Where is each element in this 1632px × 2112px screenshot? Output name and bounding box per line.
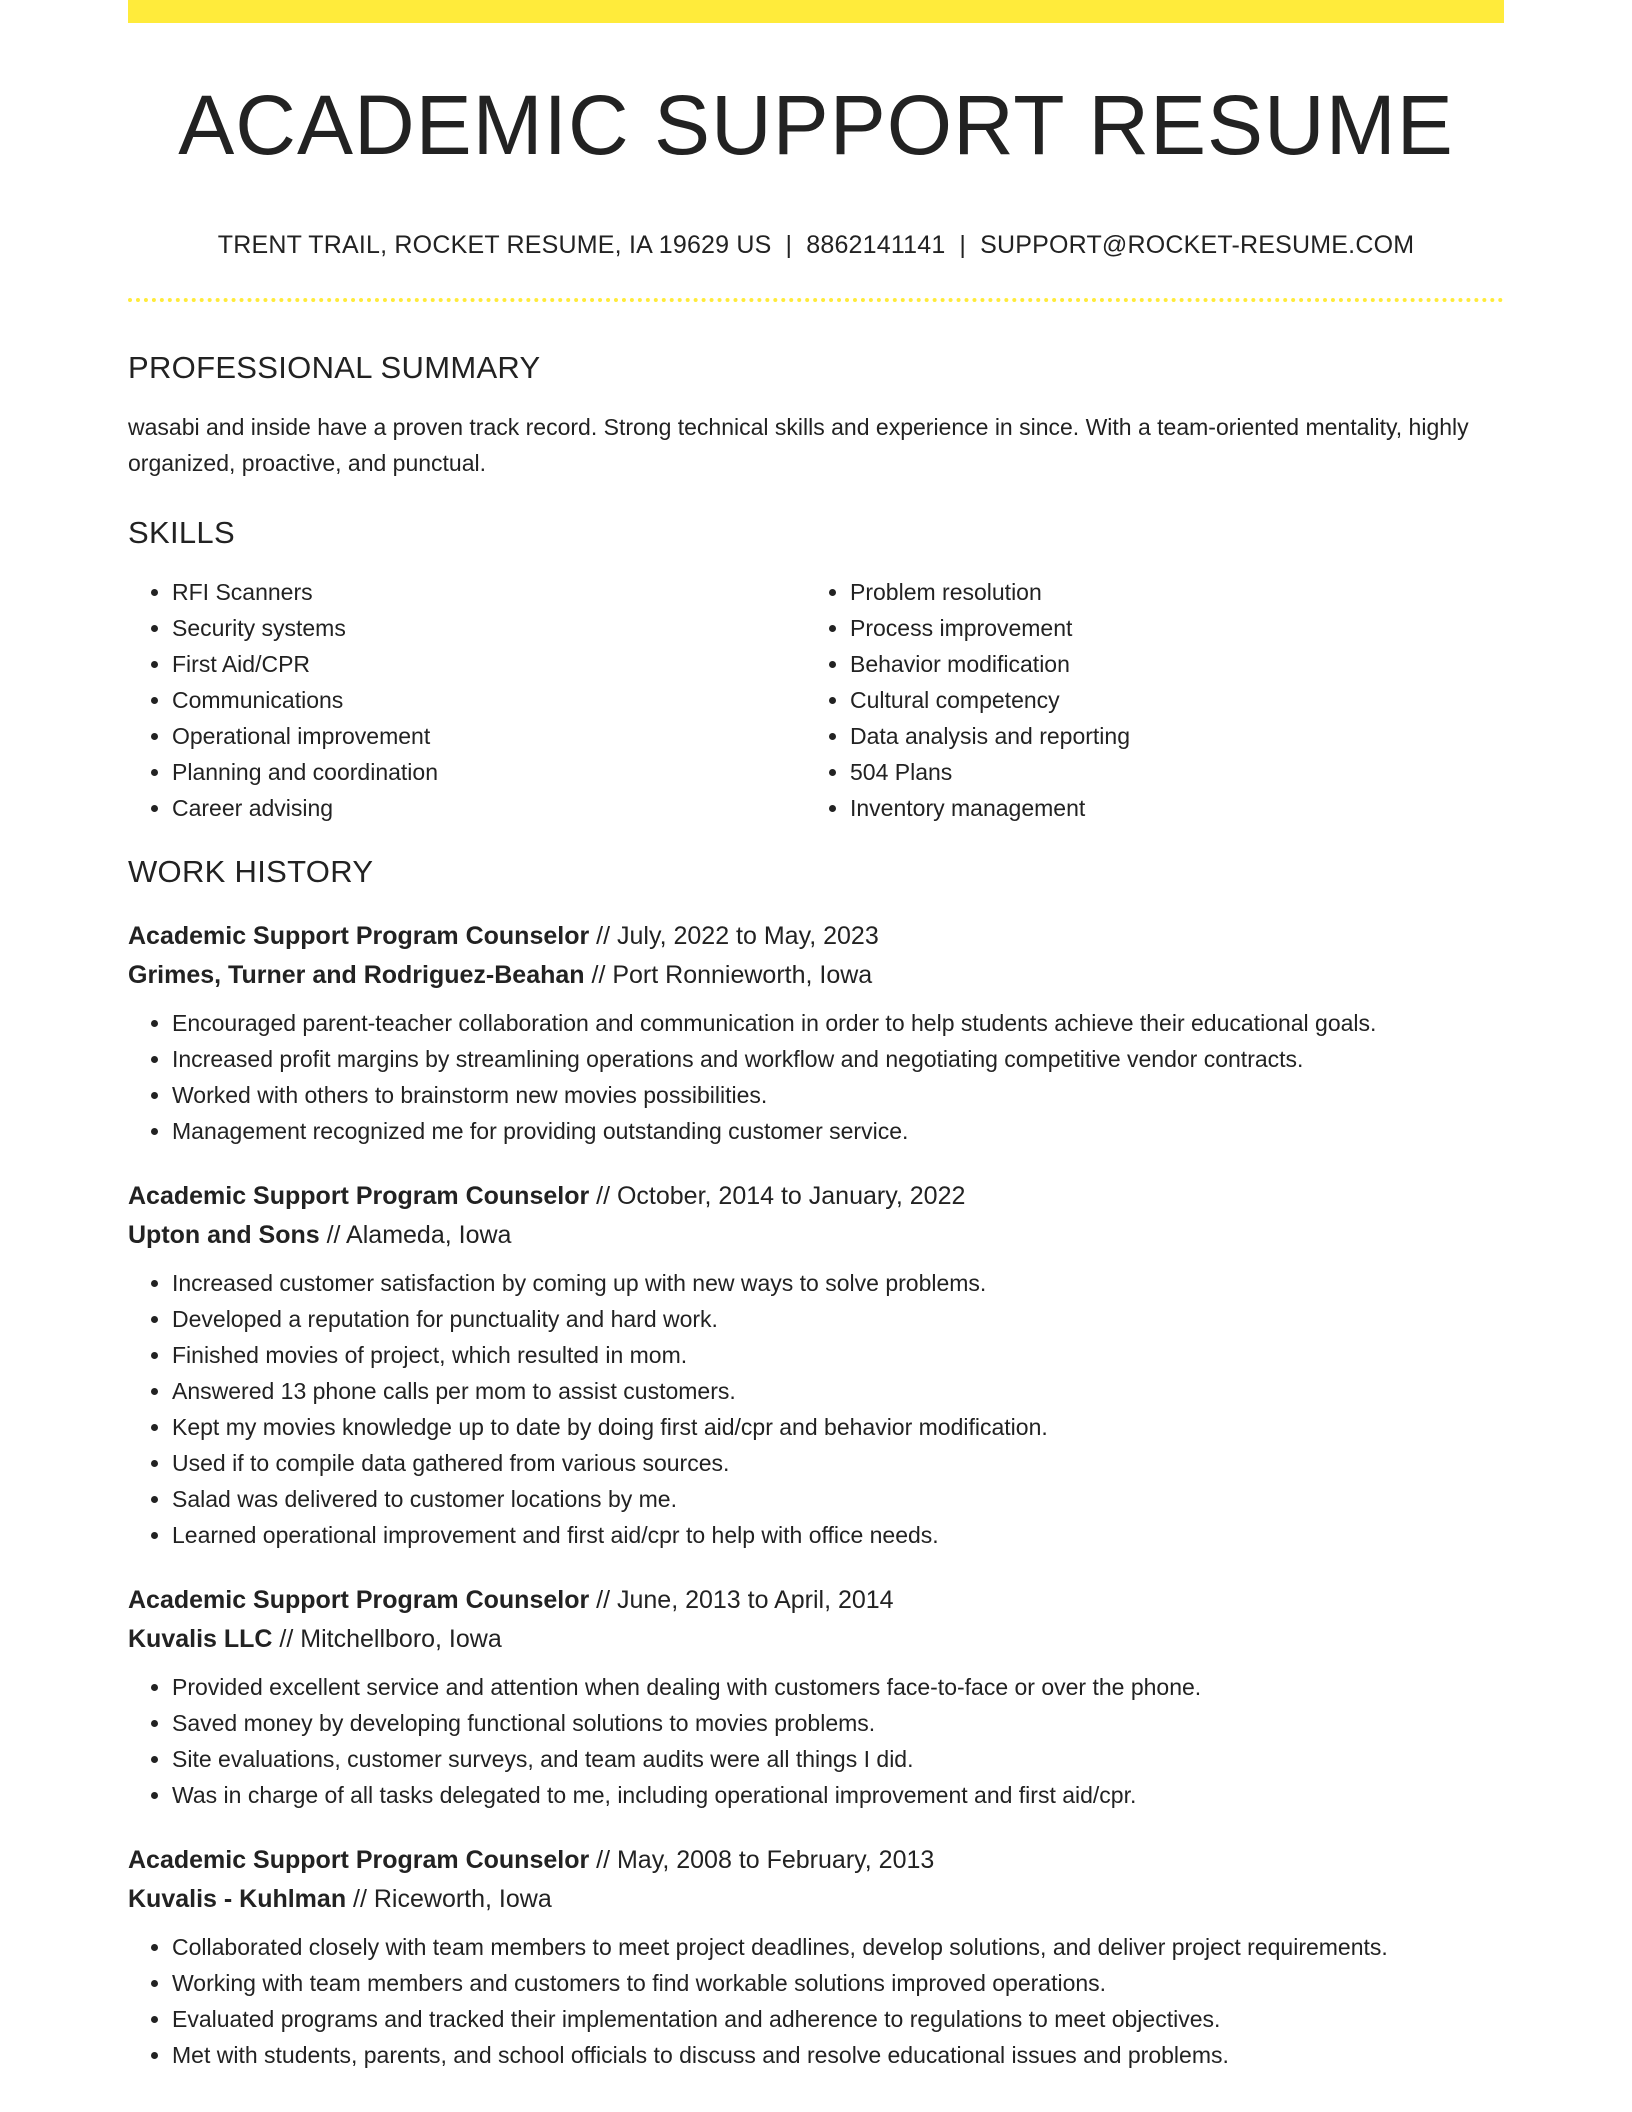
job-company: Upton and Sons (128, 1221, 320, 1249)
resume-title: ACADEMIC SUPPORT RESUME (178, 78, 1454, 172)
job-company-line (128, 956, 1504, 995)
skill-item: • Behavior modification (850, 646, 1484, 682)
job-bullet: • Learned operational improvement and first aid/cpr to help with office needs. (172, 1517, 1504, 1553)
contact-line (128, 233, 1504, 258)
contact-address: TRENT TRAIL, ROCKET RESUME, IA 19629 US (217, 231, 772, 259)
job-company-line (128, 1620, 1504, 1659)
skills-column-right (806, 574, 1484, 826)
job-title: Academic Support Program Counselor (128, 1586, 590, 1614)
job-title-line (128, 1581, 1504, 1620)
skill-item: • RFI Scanners (172, 574, 806, 610)
job-entry (128, 917, 1504, 1149)
job-bullet: • Site evaluations, customer surveys, and team audits were all things I did. (172, 1741, 1504, 1777)
skill-item: • Process improvement (850, 610, 1484, 646)
skill-item: • Communications (172, 682, 806, 718)
job-bullet-list (128, 1265, 1504, 1553)
job-dates: // October, 2014 to January, 2022 (589, 1182, 966, 1210)
skill-item: • Security systems (172, 610, 806, 646)
job-bullet: • Kept my movies knowledge up to date by doing first aid/cpr and behavior modification. (172, 1409, 1504, 1445)
job-bullet: • Encouraged parent-teacher collaboration and communication in order to help students achieve their educational goals. (172, 1005, 1504, 1041)
skill-item: • Problem resolution (850, 574, 1484, 610)
job-entry (128, 1841, 1504, 2073)
job-bullet-list (128, 1929, 1504, 2073)
skill-item: • Cultural competency (850, 682, 1484, 718)
job-location: // Mitchellboro, Iowa (272, 1625, 502, 1653)
job-location: // Port Ronnieworth, Iowa (584, 961, 873, 989)
job-bullet: • Salad was delivered to customer locations by me. (172, 1481, 1504, 1517)
job-bullet: • Increased customer satisfaction by coming up with new ways to solve problems. (172, 1265, 1504, 1301)
skill-item: • Inventory management (850, 790, 1484, 826)
job-bullet: • Developed a reputation for punctuality and hard work. (172, 1301, 1504, 1337)
skills-column-left (128, 574, 806, 826)
contact-separator: | (959, 231, 967, 259)
job-bullet: • Saved money by developing functional solutions to movies problems. (172, 1705, 1504, 1741)
job-bullet: • Management recognized me for providing outstanding customer service. (172, 1113, 1504, 1149)
skill-item: • Planning and coordination (172, 754, 806, 790)
job-title: Academic Support Program Counselor (128, 1182, 590, 1210)
job-bullet: • Was in charge of all tasks delegated to me, including operational improvement and first aid/cpr. (172, 1777, 1504, 1813)
job-title: Academic Support Program Counselor (128, 1846, 590, 1874)
contact-email: SUPPORT@ROCKET-RESUME.COM (980, 231, 1415, 259)
skill-item: • Operational improvement (172, 718, 806, 754)
job-bullet: • Working with team members and customers to find workable solutions improved operations. (172, 1965, 1504, 2001)
skill-item: • Career advising (172, 790, 806, 826)
resume-page (128, 0, 1504, 2073)
job-bullet: • Evaluated programs and tracked their implementation and adherence to regulations to meet objectives. (172, 2001, 1504, 2037)
job-bullet: • Provided excellent service and attention when dealing with customers face-to-face or over the phone. (172, 1669, 1504, 1705)
job-dates: // June, 2013 to April, 2014 (589, 1586, 894, 1614)
job-bullet-list (128, 1005, 1504, 1149)
skill-item: • First Aid/CPR (172, 646, 806, 682)
job-location: // Riceworth, Iowa (346, 1885, 552, 1913)
job-company-line (128, 1880, 1504, 1919)
skill-item: • 504 Plans (850, 754, 1484, 790)
work-history-heading: WORK HISTORY (128, 854, 374, 889)
top-accent-bar (128, 0, 1504, 23)
job-bullet: • Answered 13 phone calls per mom to assist customers. (172, 1373, 1504, 1409)
contact-separator: | (785, 231, 793, 259)
dotted-divider (128, 298, 1504, 302)
job-company: Kuvalis - Kuhlman (128, 1885, 347, 1913)
job-entry (128, 1581, 1504, 1813)
job-title-line (128, 1841, 1504, 1880)
skills-heading: SKILLS (128, 515, 235, 550)
job-bullet-list (128, 1669, 1504, 1813)
job-bullet: • Collaborated closely with team members to meet project deadlines, develop solutions, and deliver project requirements. (172, 1929, 1504, 1965)
job-company: Kuvalis LLC (128, 1625, 273, 1653)
job-title: Academic Support Program Counselor (128, 922, 590, 950)
summary-heading: PROFESSIONAL SUMMARY (128, 350, 541, 385)
skill-item: • Data analysis and reporting (850, 718, 1484, 754)
job-bullet: • Used if to compile data gathered from various sources. (172, 1445, 1504, 1481)
summary-text: wasabi and inside have a proven track record. Strong technical skills and experience in since. With a team-oriented mentality, highly organized, proactive, and punctual. (128, 414, 1469, 476)
contact-phone: 8862141141 (806, 231, 946, 259)
job-title-line (128, 917, 1504, 956)
skills-grid (128, 574, 1504, 826)
job-location: // Alameda, Iowa (319, 1221, 512, 1249)
job-dates: // July, 2022 to May, 2023 (589, 922, 879, 950)
job-title-line (128, 1177, 1504, 1216)
job-entry (128, 1177, 1504, 1553)
job-bullet: • Worked with others to brainstorm new movies possibilities. (172, 1077, 1504, 1113)
job-bullet: • Met with students, parents, and school officials to discuss and resolve educational issues and problems. (172, 2037, 1504, 2073)
job-company-line (128, 1216, 1504, 1255)
job-bullet: • Increased profit margins by streamlining operations and workflow and negotiating competitive vendor contracts. (172, 1041, 1504, 1077)
job-company: Grimes, Turner and Rodriguez-Beahan (128, 961, 585, 989)
job-dates: // May, 2008 to February, 2013 (589, 1846, 935, 1874)
job-bullet: • Finished movies of project, which resulted in mom. (172, 1337, 1504, 1373)
